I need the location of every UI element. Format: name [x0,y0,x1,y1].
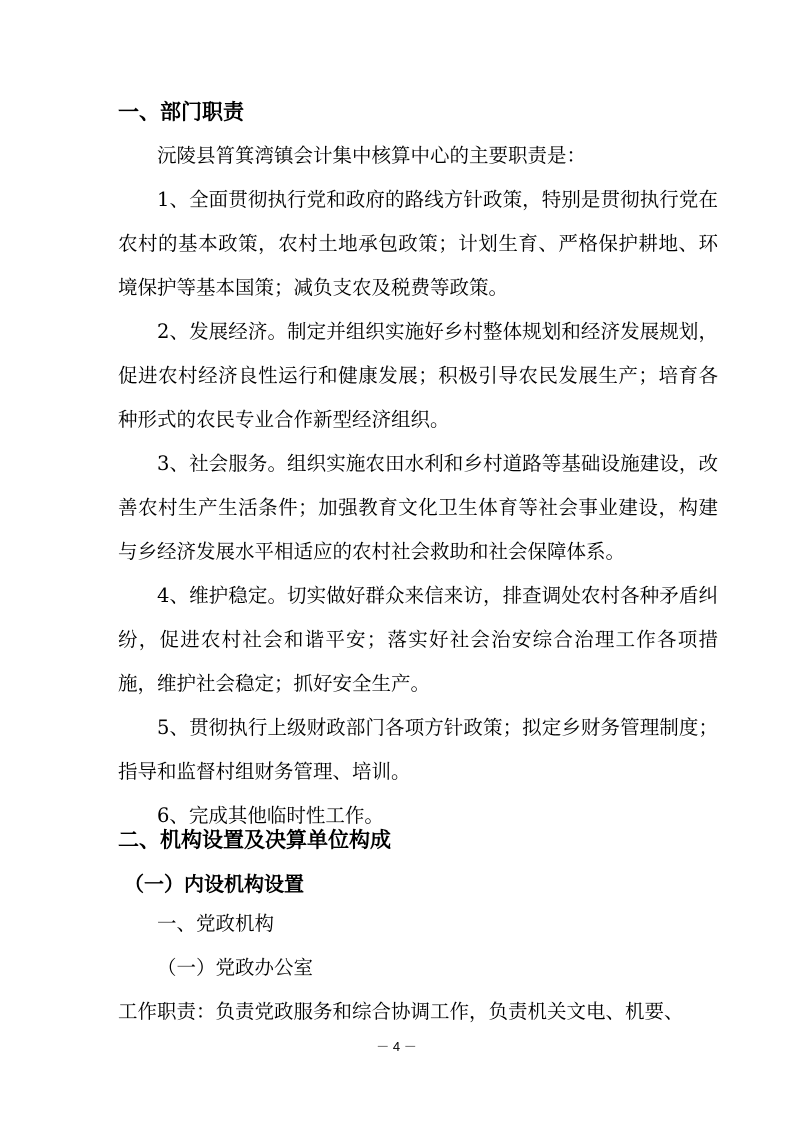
duty-item-3: 3、社会服务。组织实施农田水利和乡村道路等基础设施建设，改善农村生产生活条件；加强教育文化卫生体育等社会事业建设，构建与乡经济发展水平相适应的农村社会救助和社会保障体系。 [118,452,718,563]
org-line-party-government: 一、党政机构 [157,912,275,935]
org-line-office: （一）党政办公室 [157,956,314,979]
org-line-duties: 工作职责：负责党政服务和综合协调工作，负责机关文电、机要、 [118,1000,684,1023]
page-number: － 4 － [376,1039,417,1054]
section-heading-organization: 二、机构设置及决算单位构成 [118,828,391,852]
duties-intro: 沅陵县筲箕湾镇会计集中核算中心的主要职责是： [157,144,587,167]
duty-item-5: 5、贯彻执行上级财政部门各项方针政策；拟定乡财务管理制度；指导和监督村组财务管理、培训。 [118,716,718,783]
duty-item-1: 1、全面贯彻执行党和政府的路线方针政策，特别是贯彻执行党在农村的基本政策，农村土地承包政策；计划生育、严格保护耕地、环境保护等基本国策；减负支农及税费等政策。 [118,188,718,299]
duty-item-4: 4、维护稳定。切实做好群众来信来访，排查调处农村各种矛盾纠纷，促进农村社会和谐平安；落实好社会治安综合治理工作各项措施，维护社会稳定；抓好安全生产。 [118,584,718,695]
duty-item-2: 2、发展经济。制定并组织实施好乡村整体规划和经济发展规划，促进农村经济良性运行和健康发展；积极引导农民发展生产；培育各种形式的农民专业合作新型经济组织。 [118,320,718,431]
subsection-heading-internal: （一）内设机构设置 [124,872,304,896]
section-heading-duties: 一、部门职责 [118,100,244,124]
duty-item-6: 6、完成其他临时性工作。 [157,804,384,827]
